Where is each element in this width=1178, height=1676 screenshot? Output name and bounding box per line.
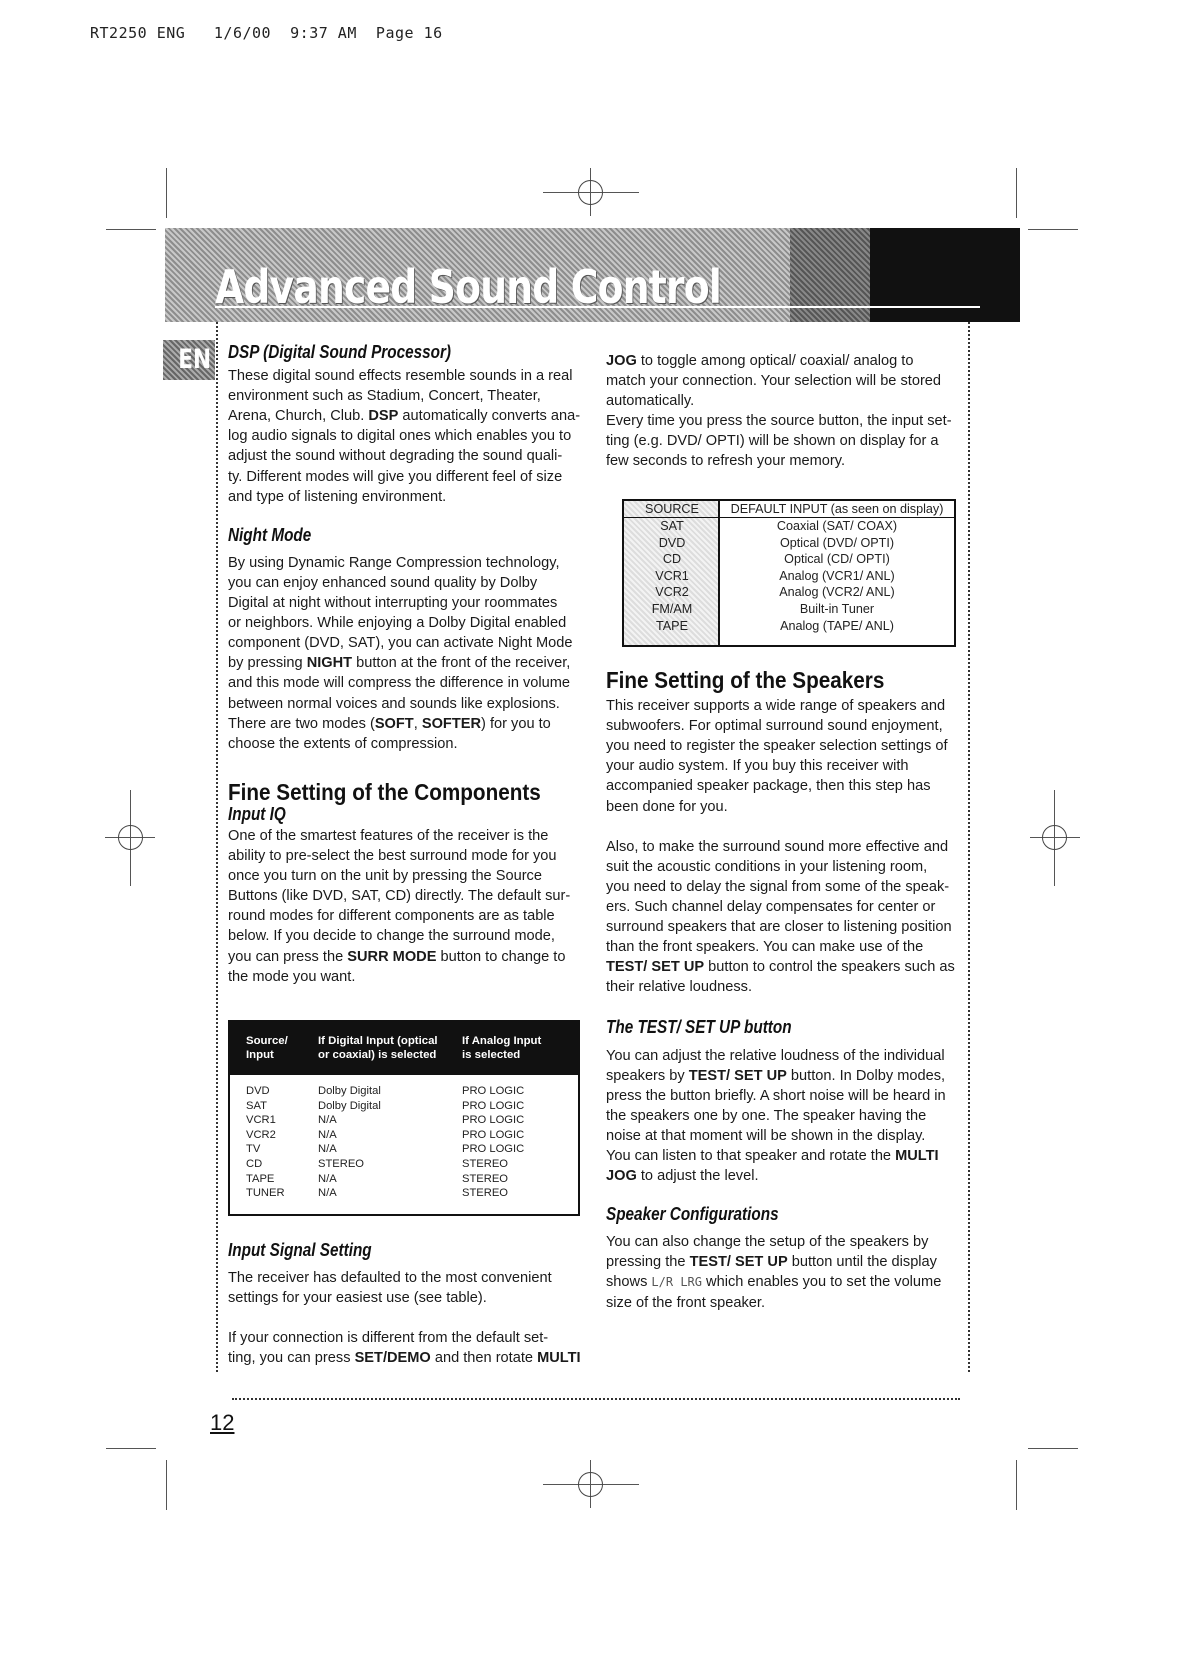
input-iq-text: One of the smartest features of the receiver is the ability to pre-select the best surround mode for you once you turn on the unit by pressing the Source Buttons (like DVD, SAT, CD) directly. The default sur- round modes for different components are as table below. If you decide to change the surround mode, you can press the SURR MODE button to change to the mode you want.	[228, 827, 571, 985]
right-column-top: JOG to toggle among optical/ coaxial/ analog to match your connection. Your selection will be stored automatically. Every time you press the source button, the input set- ting (e.g. DVD/ OPTI) will be shown on display for a few seconds to refresh your memory.	[606, 353, 952, 470]
default-input-cell: Optical (DVD/ OPTI)	[779, 535, 895, 550]
frame-left	[216, 322, 218, 1372]
mode-header-source: Source/ Input	[246, 1035, 288, 1062]
mode-table-cell: TV	[246, 1143, 261, 1156]
frame-right	[968, 322, 970, 1372]
default-input-cell: Optical (CD/ OPTI)	[784, 552, 890, 567]
source-cell: CD	[662, 552, 682, 567]
mode-table-cell: N/A	[318, 1114, 337, 1127]
input-iq-heading: Input IQ	[228, 803, 286, 824]
components-heading: Fine Setting of the Components	[228, 778, 541, 805]
dsp-text: These digital sound effects resemble sounds in a real environment such as Stadium, Concert, Theater, Arena, Church, Club. DSP automatically converts ana- log audio signals to digital ones which enables you to adjust the sound without degrading the sound quali- ty. Different modes will give you different feel of size and type of listening environment.	[228, 368, 581, 505]
night-mode-text: By using Dynamic Range Compression technology, you can enjoy enhanced sound quality by Dolby Digital at night without interrupting your roommates or neighbors. While enjoying a Dolby Digital enabled component (DVD, SAT), you can activate Night Mode by pressing NIGHT button at the front of the receiver, and this mode will compress the difference in volume between normal voices and sounds like explosions. There are two modes (SOFT, SOFTER) for you to choose the extents of compression.	[228, 554, 573, 752]
mode-table-cell: STEREO	[462, 1158, 509, 1170]
default-input-cell: Analog (TAPE/ ANL)	[780, 618, 894, 633]
mode-table-cell: VCR2	[246, 1128, 276, 1141]
input-signal-heading: Input Signal Setting	[228, 1240, 372, 1260]
default-input-table	[622, 499, 956, 647]
source-cell: FM/AM	[651, 602, 693, 616]
mode-table-cell: STEREO	[318, 1158, 365, 1170]
speaker-config-heading: Speaker Configurations	[606, 1204, 779, 1225]
dsp-heading: DSP (Digital Sound Processor)	[228, 342, 452, 362]
speakers-text: This receiver supports a wide range of speakers and subwoofers. For optimal surround sound enjoyment, you need to register the speaker selection settings of your audio system. If you buy this receiver with accompanied speaker package, then this step has been done for you. Also, to make the surround sound more effective and suit the acoustic conditions in your listening room, you need to delay the signal from some of the speak- ers. Such channel delay compensates for center or surround speakers that are closer to listening position than the front speakers. You can make use of the TEST/ SET UP button to control the speakers such as their relative loudness.	[606, 698, 955, 996]
speakers-heading: Fine Setting of the Speakers	[606, 667, 885, 693]
input-signal-section	[228, 1240, 598, 1368]
speaker-config-text: You can also change the setup of the speakers by pressing the TEST/ SET UP button until the display shows L/R LRG which enables you to set the volume size of the front speaker.	[606, 1234, 942, 1311]
page-number: 12	[210, 1410, 235, 1435]
mode-header-digital: If Digital Input (optical or coaxial) is selected	[318, 1035, 438, 1062]
source-cell: VCR2	[655, 585, 689, 600]
language-tab	[163, 340, 215, 380]
default-input-cell: Coaxial (SAT/ COAX)	[776, 519, 898, 533]
mode-table-cell: CD	[246, 1158, 263, 1170]
default-input-cell: Built-in Tuner	[799, 602, 875, 616]
input-signal-text: The receiver has defaulted to the most convenient settings for your easiest use (see table). If your connection is different from the default set- ting, you can press SET/DEMO and then rotate MULTI	[228, 1270, 581, 1367]
display-readout: L/R LRG	[651, 1275, 702, 1290]
mode-table-cell: SAT	[246, 1099, 267, 1112]
print-header: RT2250 ENG 1/6/00 9:37 AM Page 16	[90, 24, 443, 42]
source-cell: TAPE	[656, 618, 688, 633]
source-cell: SAT	[660, 519, 684, 533]
night-mode-heading: Night Mode	[228, 524, 312, 545]
right-column-lower	[606, 667, 966, 1313]
left-column	[228, 342, 598, 987]
frame-bottom	[232, 1398, 960, 1400]
mode-table-cell: VCR1	[246, 1114, 276, 1127]
source-cell: DVD	[658, 535, 686, 550]
mode-table-cell: DVD	[246, 1085, 270, 1097]
mode-table-cell: N/A	[318, 1128, 337, 1141]
mode-table-cell: N/A	[318, 1143, 337, 1156]
test-setup-text: You can adjust the relative loudness of the individual speakers by TEST/ SET UP button. In Dolby modes, press the button briefly. A short noise will be heard in the speakers one by one. The speaker having the noise at that moment will be shown in the display. You can listen to that speaker and rotate the MULTI JOG to adjust the level.	[606, 1047, 946, 1185]
mode-table-cell: Dolby Digital	[318, 1085, 381, 1097]
source-header: SOURCE	[645, 502, 699, 516]
mode-table-cell: PRO LOGIC	[462, 1099, 525, 1112]
mode-table-cell: TUNER	[246, 1187, 285, 1200]
mode-table-cell: Dolby Digital	[318, 1099, 381, 1112]
default-input-header: DEFAULT INPUT (as seen on display)	[730, 502, 944, 516]
title-banner	[165, 228, 1020, 322]
surround-mode-table	[228, 1020, 580, 1216]
source-cell: VCR1	[655, 568, 689, 583]
mode-table-cell: STEREO	[462, 1187, 509, 1200]
language-tab-label: EN	[178, 344, 211, 375]
mode-table-cell: PRO LOGIC	[462, 1128, 525, 1141]
mode-table-cell: PRO LOGIC	[462, 1143, 525, 1156]
default-input-cell: Analog (VCR1/ ANL)	[779, 568, 895, 583]
mode-header-analog: If Analog Input is selected	[462, 1035, 542, 1062]
banner-title: Advanced Sound Control	[215, 260, 721, 314]
mode-table-cell: TAPE	[246, 1172, 275, 1185]
test-setup-heading: The TEST/ SET UP button	[606, 1017, 792, 1038]
mode-table-cell: N/A	[318, 1172, 337, 1185]
mode-table-cell: N/A	[318, 1187, 337, 1200]
default-input-cell: Analog (VCR2/ ANL)	[779, 585, 895, 600]
mode-table-cell: PRO LOGIC	[462, 1114, 525, 1127]
mode-table-cell: STEREO	[462, 1172, 509, 1185]
mode-table-cell: PRO LOGIC	[462, 1085, 525, 1097]
